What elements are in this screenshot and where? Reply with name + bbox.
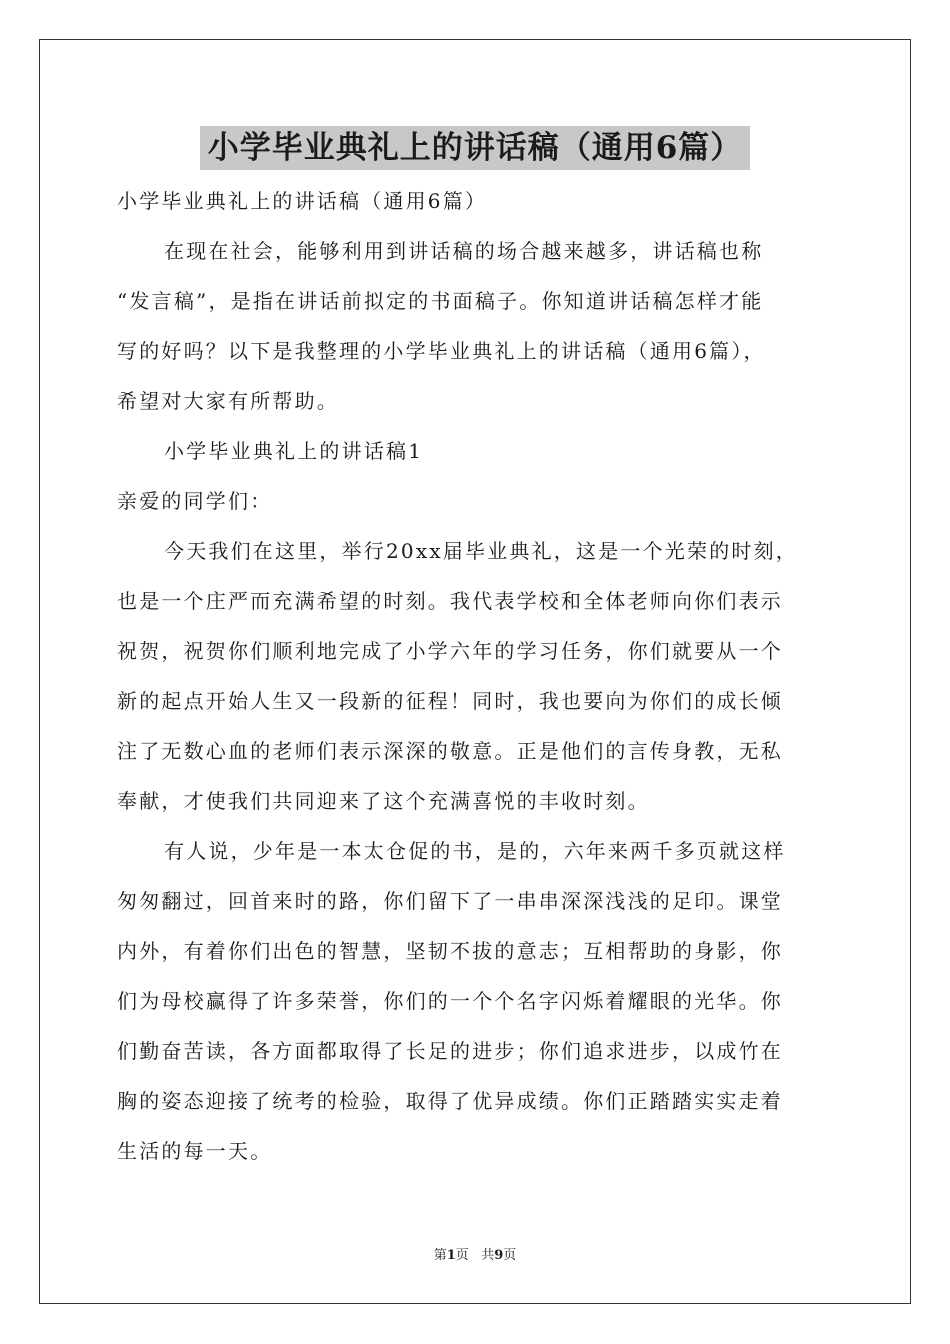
page-label-prefix: 第 — [433, 1248, 447, 1263]
text-line: 奉献，才使我们共同迎来了这个充满喜悦的丰收时刻。 — [117, 789, 650, 813]
text-line: 小学毕业典礼上的讲话稿1 — [164, 439, 424, 463]
document-title: 小学毕业典礼上的讲话稿（通用6篇） — [200, 126, 751, 170]
text-line: 写的好吗？以下是我整理的小学毕业典礼上的讲话稿（通用6篇）， — [117, 339, 766, 363]
page-footer — [0, 1244, 950, 1263]
text-line: 今天我们在这里，举行20xx届毕业典礼，这是一个光荣的时刻， — [164, 539, 799, 563]
text-line: 匆匆翻过，回首来时的路，你们留下了一串串深深浅浅的足印。课堂 — [117, 889, 783, 913]
text-line: 们勤奋苦读，各方面都取得了长足的进步；你们追求进步，以成竹在 — [117, 1039, 783, 1063]
text-line: 内外，有着你们出色的智慧，坚韧不拔的意志；互相帮助的身影，你 — [117, 939, 783, 963]
text-line: 生活的每一天。 — [117, 1139, 273, 1163]
title-container — [0, 126, 950, 170]
total-label-prefix: 共 — [481, 1248, 495, 1263]
text-line: 亲爱的同学们： — [117, 489, 273, 513]
text-line: “发言稿”，是指在讲话前拟定的书面稿子。你知道讲话稿怎样才能 — [117, 289, 764, 313]
document-body — [117, 176, 839, 1176]
text-line: 在现在社会，能够利用到讲话稿的场合越来越多，讲话稿也称 — [164, 239, 764, 263]
text-line: 希望对大家有所帮助。 — [117, 389, 339, 413]
total-label-suffix: 页 — [503, 1248, 517, 1263]
text-line: 也是一个庄严而充满希望的时刻。我代表学校和全体老师向你们表示 — [117, 589, 783, 613]
text-line: 注了无数心血的老师们表示深深的敬意。正是他们的言传身教，无私 — [117, 739, 783, 763]
text-line: 胸的姿态迎接了统考的检验，取得了优异成绩。你们正踏踏实实走着 — [117, 1089, 783, 1113]
page-total-number: 9 — [494, 1248, 504, 1263]
page-label-suffix: 页 — [455, 1248, 469, 1263]
text-line: 小学毕业典礼上的讲话稿（通用6篇） — [117, 189, 488, 213]
page-current-number: 1 — [446, 1248, 456, 1263]
text-line: 有人说，少年是一本太仓促的书，是的，六年来两千多页就这样 — [164, 839, 786, 863]
text-line: 新的起点开始人生又一段新的征程！同时，我也要向为你们的成长倾 — [117, 689, 783, 713]
text-line: 祝贺，祝贺你们顺利地完成了小学六年的学习任务，你们就要从一个 — [117, 639, 783, 663]
text-line: 们为母校赢得了许多荣誉，你们的一个个名字闪烁着耀眼的光华。你 — [117, 989, 783, 1013]
